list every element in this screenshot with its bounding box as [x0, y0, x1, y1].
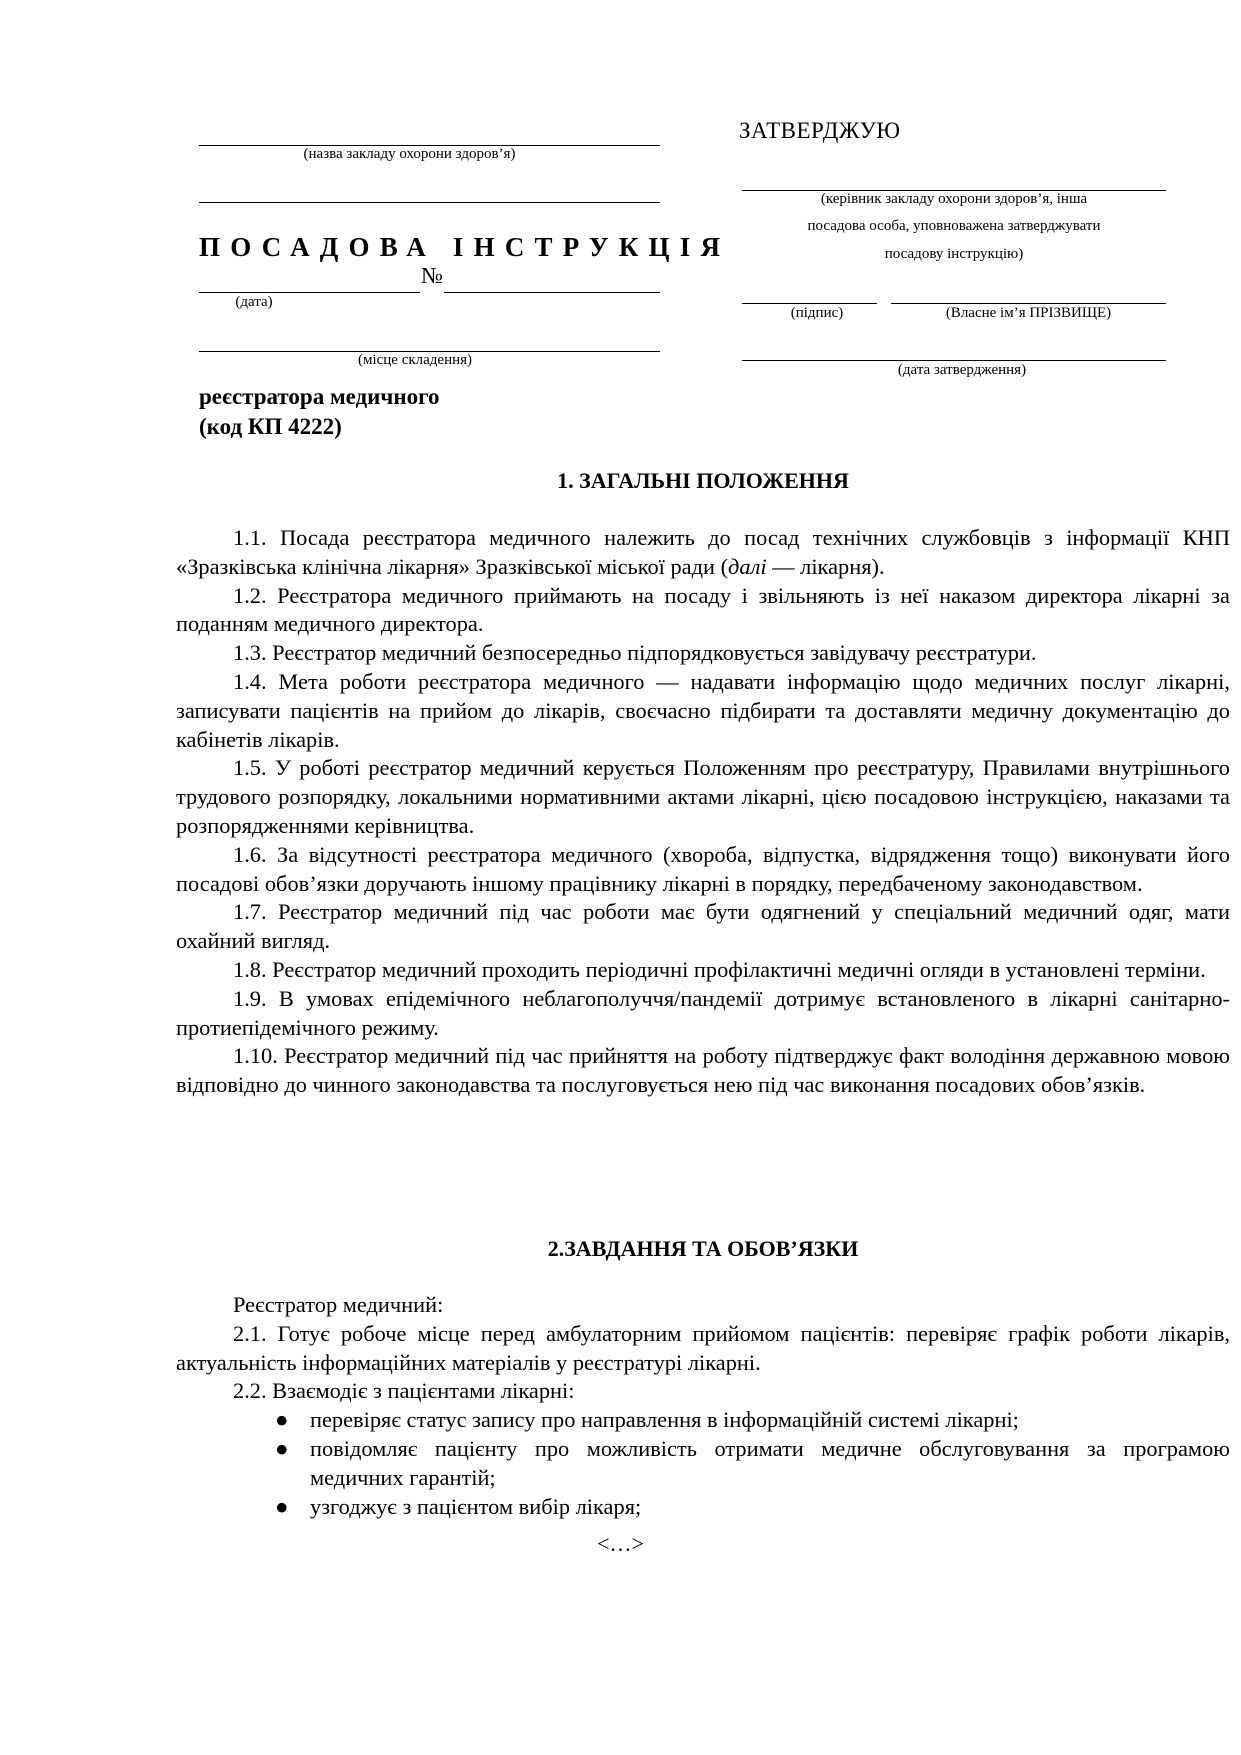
bullet-icon: ● [275, 1407, 289, 1433]
name-caption: (Власне ім’я ПРІЗВИЩЕ) [945, 305, 1112, 321]
clause-1-4: 1.4. Мета роботи реєстратора медичного — надавати інформацію щодо медичних послуг лікарні, записувати пацієнтів на прийом до лікарів, своєчасно підбирати та доставляти медичну документацію до кабінетів лікарів. [176, 668, 1230, 752]
approval-date-caption: (дата затвердження) [897, 362, 1027, 378]
approve-stamp: ЗАТВЕРДЖУЮ [739, 118, 901, 143]
section-2-heading: 2.ЗАВДАННЯ ТА ОБОВ’ЯЗКИ [547, 1236, 859, 1261]
date-caption: (дата) [235, 294, 273, 310]
list-item: ● перевіряє статус запису про направлення в інформаційній системі лікарні; [176, 1406, 1230, 1435]
clause-1-6: 1.6. За відсутності реєстратора медичного (хвороба, відпустка, відрядження тощо) виконувати його посадові обов’язки доручають іншому працівнику лікарні в порядку, передбаченому законодавством. [176, 841, 1230, 896]
position-title: реєстратора медичного [199, 384, 440, 409]
section-2-intro: Реєстратор медичний: [233, 1292, 444, 1317]
clause-1-2: 1.2. Реєстратора медичного приймають на посаду і звільняють із неї наказом директора лікарні за поданням медичного директора. [176, 582, 1230, 637]
position-code: (код КП 4222) [199, 414, 342, 439]
clause-2-1: 2.1. Готує робоче місце перед амбулаторним прийомом пацієнтів: перевіряє графік роботи лікарів, актуальність інформаційних матеріалів у реєстратурі лікарні. [176, 1320, 1230, 1375]
head-caption-1: (керівник закладу охорони здоров’я, інша [820, 191, 1088, 207]
section-2-body [176, 1291, 1230, 1521]
clause-1-9: 1.9. В умовах епідемічного неблагополуччя/пандемії дотримує встановленого в лікарні санітарно-протиепідемічного режиму. [176, 985, 1230, 1040]
list-item: ● повідомляє пацієнту про можливість отримати медичне обслуговування за програмою медичних гарантій; [275, 1435, 1230, 1490]
section-1-heading: 1. ЗАГАЛЬНІ ПОЛОЖЕННЯ [557, 468, 849, 493]
place-caption: (місце складення) [357, 352, 473, 368]
head-caption-3: посадову інструкцію) [884, 246, 1024, 262]
list-item: ● узгоджує з пацієнтом вибір лікаря; [176, 1493, 1230, 1522]
signature-caption: (підпис) [790, 305, 844, 321]
clause-1-1: 1.1. Посада реєстратора медичного належить до посад технічних службовців з інформації КНП «Зразківська клінічна лікарня» Зразківської міської ради (далі — лікарня). [176, 525, 1230, 579]
clause-1-5: 1.5. У роботі реєстратор медичний керується Положенням про реєстратуру, Правилами внутрішнього трудового розпорядку, локальними нормативними актами лікарні, цією посадовою інструкцією, наказами та розпорядженнями керівництва. [176, 755, 1230, 838]
institution-name-caption: (назва закладу охорони здоров’я) [303, 146, 516, 162]
continuation-marker: <…> [597, 1531, 644, 1556]
clause-1-3: 1.3. Реєстратор медичний безпосередньо підпорядковується завідувачу реєстратури. [233, 640, 1037, 666]
bullet-icon: ● [275, 1435, 289, 1461]
bullet-icon: ● [275, 1493, 289, 1519]
position-name [199, 382, 440, 442]
number-line [444, 292, 660, 293]
clause-1-7: 1.7. Реєстратор медичний під час роботи має бути одягнений у спеціальний медичний одяг, мати охайний вигляд. [176, 899, 1230, 954]
clause-2-2: 2.2. Взаємодіє з пацієнтами лікарні: [233, 1378, 575, 1404]
clause-2-2-list [176, 1406, 1230, 1521]
clause-1-10: 1.10. Реєстратор медичний під час прийняття на роботу підтверджує факт володіння державною мовою відповідно до чинного законодавства та послуговується нею під час виконання посадових обов’язків. [176, 1043, 1230, 1098]
section-1-body [176, 524, 1230, 1100]
institution-name-line-2 [199, 202, 660, 203]
head-caption-2: посадова особа, уповноважена затверджувати [807, 218, 1101, 234]
clause-1-8: 1.8. Реєстратор медичний проходить періодичні профілактичні медичні огляди в установлені терміни. [233, 956, 1206, 982]
number-sign: № [421, 263, 443, 288]
document-title: ПОСАДОВА ІНСТРУКЦІЯ [199, 232, 731, 262]
